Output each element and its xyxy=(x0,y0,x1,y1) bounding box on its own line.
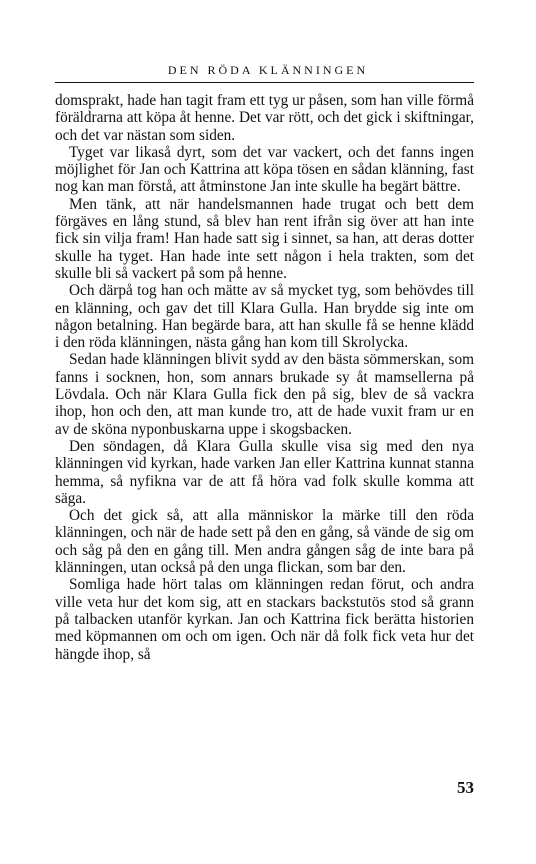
paragraph: Somliga hade hört talas om klänningen redan förut, och andra ville veta hur det kom sig, att en stackars backstutös stod så grann på talbacken utanför kyrkan. Jan och Kattrina fick berätta historien med köpmannen om och om igen. Och när då folk fick veta hur det hängde ihop, så xyxy=(55,576,474,663)
paragraph: Och därpå tog han och mätte av så mycket tyg, som behövdes till en klänning, och gav det till Klara Gulla. Han brydde sig inte om någon betalning. Han begärde bara, att han skulle få se henne klädd i den röda klänningen, nästa gång han kom till Skrolycka. xyxy=(55,282,474,352)
paragraph: Den söndagen, då Klara Gulla skulle visa sig med den nya klänningen vid kyrkan, hade varken Jan eller Kattrina kunnat stanna hemma, så nyfikna var de att få höra vad folk skulle komma att säga. xyxy=(55,437,474,507)
paragraph: domsprakt, hade han tagit fram ett tyg ur påsen, som han ville förmå föräldrarna att köpa åt henne. Det var rött, och det gick i skiftningar, och det var nästan som siden. xyxy=(55,92,474,144)
header-rule xyxy=(55,82,474,83)
paragraph: Och det gick så, att alla människor la märke till den röda klänningen, och när de hade sett på den en gång, så vände de sig om och såg på den en gång till. Men andra gången såg de inte bara på klänningen, utan också på den unga flickan, som bar den. xyxy=(55,507,474,577)
running-title: DEN RÖDA KLÄNNINGEN xyxy=(167,63,369,77)
body-text xyxy=(55,92,474,663)
page-number: 53 xyxy=(457,778,474,797)
paragraph: Men tänk, att när handelsmannen hade trugat och bett dem förgäves en lång stund, så blev han rent ifrån sig över att han inte fick sin vilja fram! Han hade satt sig i sinnet, sa han, att deras dotter skulle ha tyget. Han hade inte sett någon i hela trakten, som det skulle bli så vackert på som på henne. xyxy=(55,195,474,282)
paragraph: Tyget var likaså dyrt, som det var vackert, och det fanns ingen möjlighet för Jan och Kattrina att köpa tösen en sådan klänning, fast nog kan man förstå, att åtminstone Jan inte skulle ha begärt bättre. xyxy=(55,143,474,196)
paragraph: Sedan hade klänningen blivit sydd av den bästa sömmerskan, som fanns i socknen, hon, som annars brukade sy åt mamsellerna på Lövdala. Och när Klara Gulla fick den på sig, blev de så vackra ihop, hon och den, att man kunde tro, att de hade vuxit fram ur en av de sköna nyponbuskarna uppe i skogsbacken. xyxy=(55,351,474,438)
